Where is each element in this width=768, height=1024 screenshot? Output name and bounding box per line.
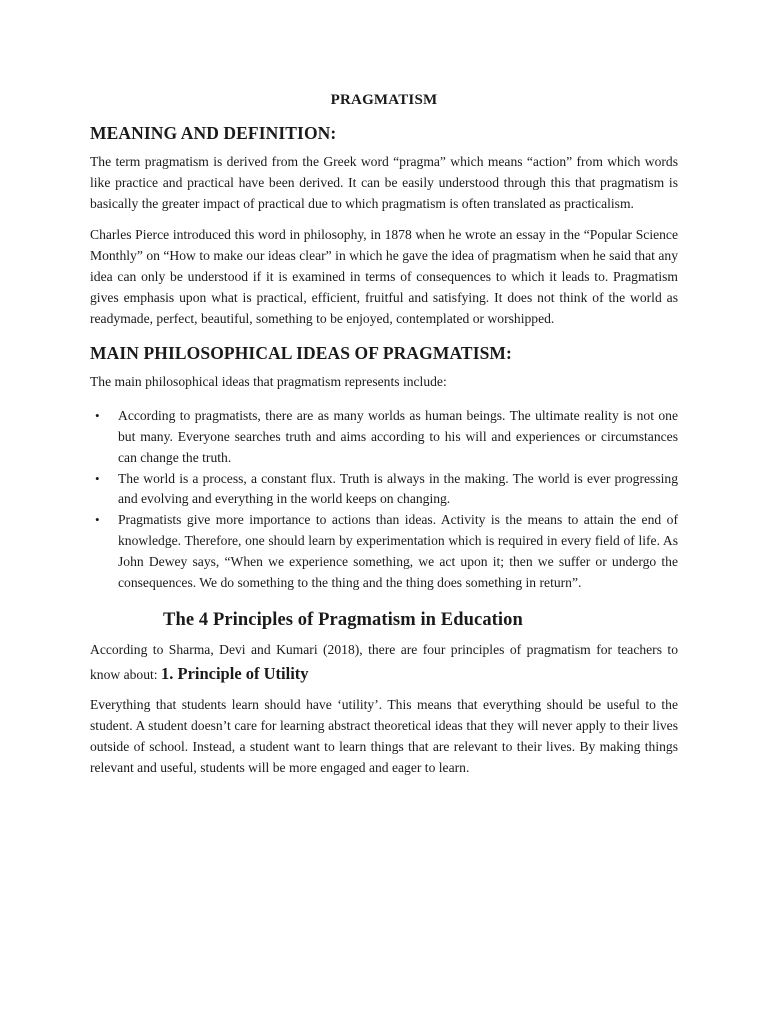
document-page	[90, 92, 678, 779]
principles-section-title: The 4 Principles of Pragmatism in Education	[163, 610, 523, 631]
philosophical-ideas-heading: MAIN PHILOSOPHICAL IDEAS OF PRAGMATISM:	[90, 343, 512, 364]
paragraph-utility: Everything that students learn should have ‘utility’. This means that everything should be useful to the student. A student doesn’t care for learning abstract theoretical ideas that they will never apply to their lives outside of school. Instead, a student want to learn things that are relevant to their lives. By making things relevant and useful, students will be more engaged and eager to learn.	[90, 697, 678, 775]
bullet-icon: •	[95, 470, 100, 486]
paragraph-pierce: Charles Pierce introduced this word in philosophy, in 1878 when he wrote an essay in the “Popular Science Monthly” on “How to make our ideas clear” in which he gave the idea of pragmatism when he said that any idea can only be understood if it is examined in terms of consequences to which it leads to. Pragmatism gives emphasis upon what is practical, efficient, fruitful and satisfying. It does not think of the world as readymade, perfect, beautiful, something to be enjoyed, contemplated or worshipped.	[90, 227, 678, 326]
list-item-text: According to pragmatists, there are as many worlds as human beings. The ultimate reality is not one but many. Everyone searches truth and aims according to his will and experiences or circumstances can change the truth.	[118, 408, 678, 465]
philosophical-ideas-list	[90, 406, 678, 593]
list-item-text: The world is a process, a constant flux. Truth is always in the making. The world is ever progressing and evolving and everything in the world keeps on changing.	[118, 470, 678, 507]
list-item-text: Pragmatists give more importance to actions than ideas. Activity is the means to attain the end of knowledge. Therefore, one should learn by experimentation which is required in every field of life. As John Dewey says, “When we experience something, we act upon it; then we suffer or undergo the consequences. We do something to the thing and the thing does something in return”.	[118, 512, 678, 590]
bullet-icon: •	[95, 408, 100, 424]
principles-intro	[90, 638, 678, 687]
list-item	[90, 406, 678, 468]
principles-intro-text: According to Sharma, Devi and Kumari (2018), there are four principles of pragmatism for teachers to know about:	[90, 642, 678, 683]
list-item	[90, 510, 678, 593]
paragraph-etymology: The term pragmatism is derived from the Greek word “pragma” which means “action” from which words like practice and practical have been derived. It can be easily understood through this that pragmatism is basically the greater impact of practical due to which pragmatism is often translated as practicalism.	[90, 154, 678, 211]
document-title: PRAGMATISM	[330, 92, 438, 108]
principle-utility-heading: 1. Principle of Utility	[160, 664, 309, 684]
bullet-icon: •	[95, 512, 100, 528]
philosophical-ideas-intro: The main philosophical ideas that pragmatism represents include:	[90, 374, 447, 390]
list-item	[90, 469, 678, 511]
meaning-definition-heading: MEANING AND DEFINITION:	[90, 123, 337, 143]
